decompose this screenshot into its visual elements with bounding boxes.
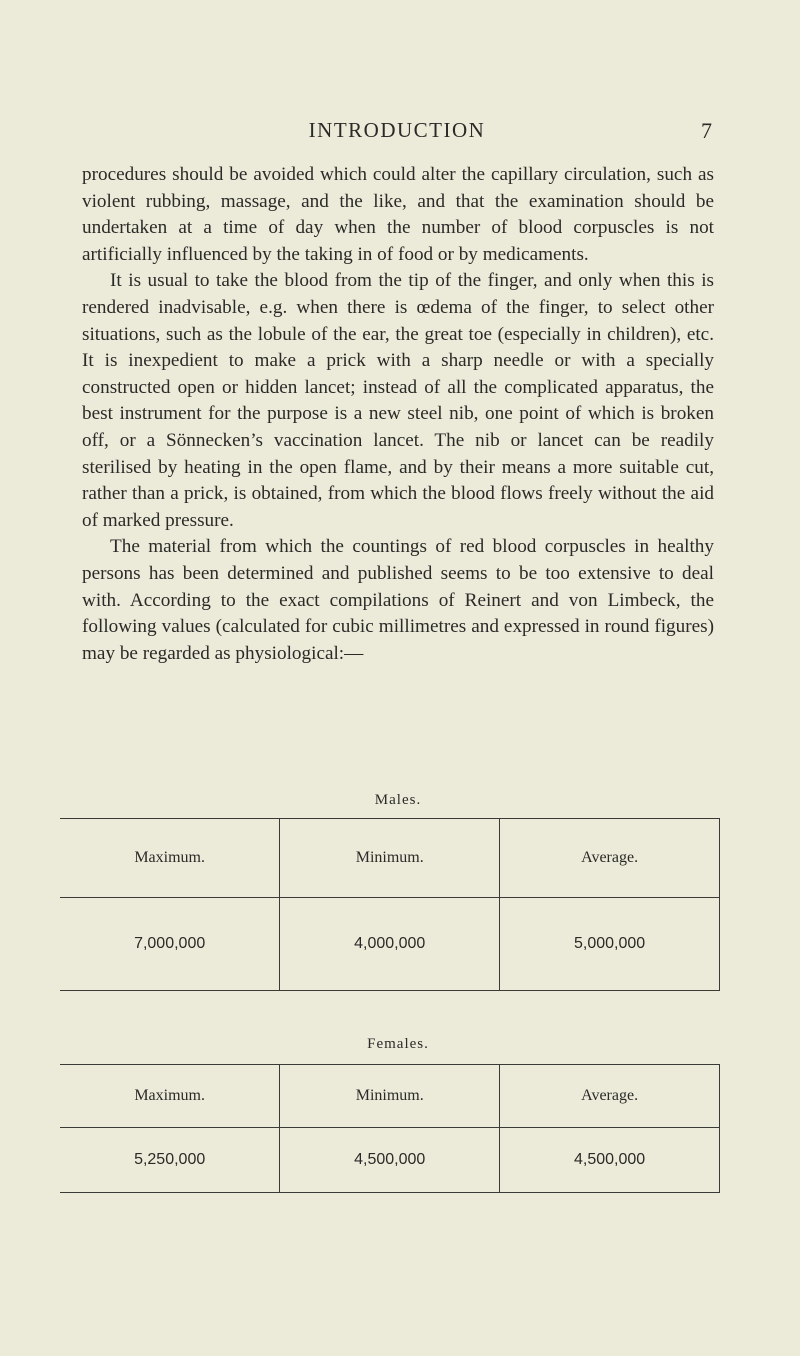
males-caption: Males.: [374, 792, 422, 808]
table-header-row: [60, 1065, 720, 1128]
header-minimum: Minimum.: [280, 819, 500, 898]
value-average: 5,000,000: [500, 898, 720, 991]
header-average: Average.: [500, 819, 720, 898]
running-title: INTRODUCTION: [308, 118, 486, 142]
value-maximum: 7,000,000: [60, 898, 280, 991]
table-header-row: [60, 819, 720, 898]
table-row: [60, 898, 720, 991]
value-minimum: 4,000,000: [280, 898, 500, 991]
table-row: [60, 1128, 720, 1193]
females-caption: Females.: [367, 1036, 429, 1052]
running-head: [82, 118, 712, 148]
females-table: [60, 1064, 720, 1193]
paragraph-3: The material from which the countings of red blood corpuscles in healthy persons has been determined and published seems to be too extensive to deal with. According to the exact compilations of Reinert and von Limbeck, the following values (calculated for cubic millimetres and expressed in round figures) may be regarded as physiological:—: [82, 536, 714, 664]
paragraph-1: procedures should be avoided which could alter the capillary circulation, such as violent rubbing, massage, and the like, and that the examination should be undertaken at a time of day when the number of blood corpuscles is not artificially influenced by the taking in of food or by medicaments.: [82, 164, 714, 265]
value-minimum: 4,500,000: [280, 1128, 500, 1193]
header-minimum: Minimum.: [280, 1065, 500, 1128]
males-table: [60, 818, 720, 991]
page-number: 7: [701, 118, 712, 143]
header-average: Average.: [500, 1065, 720, 1128]
body-text: [82, 162, 714, 667]
header-maximum: Maximum.: [60, 1065, 280, 1128]
header-maximum: Maximum.: [60, 819, 280, 898]
value-average: 4,500,000: [500, 1128, 720, 1193]
paragraph-2: It is usual to take the blood from the tip of the finger, and only when this is rendered inadvisable, e.g. when there is œdema of the finger, to select other situations, such as the lobule of the ear, the great toe (especially in children), etc. It is inexpedient to make a prick with a sharp needle or with a specially constructed open or hidden lancet; instead of all the complicated apparatus, the best instrument for the purpose is a new steel nib, one point of which is broken off, or a Sönnecken’s vaccination lancet. The nib or lancet can be readily sterilised by heating in the open flame, and by their means a more suitable cut, rather than a prick, is obtained, from which the blood flows freely without the aid of marked pressure.: [82, 270, 714, 531]
value-maximum: 5,250,000: [60, 1128, 280, 1193]
